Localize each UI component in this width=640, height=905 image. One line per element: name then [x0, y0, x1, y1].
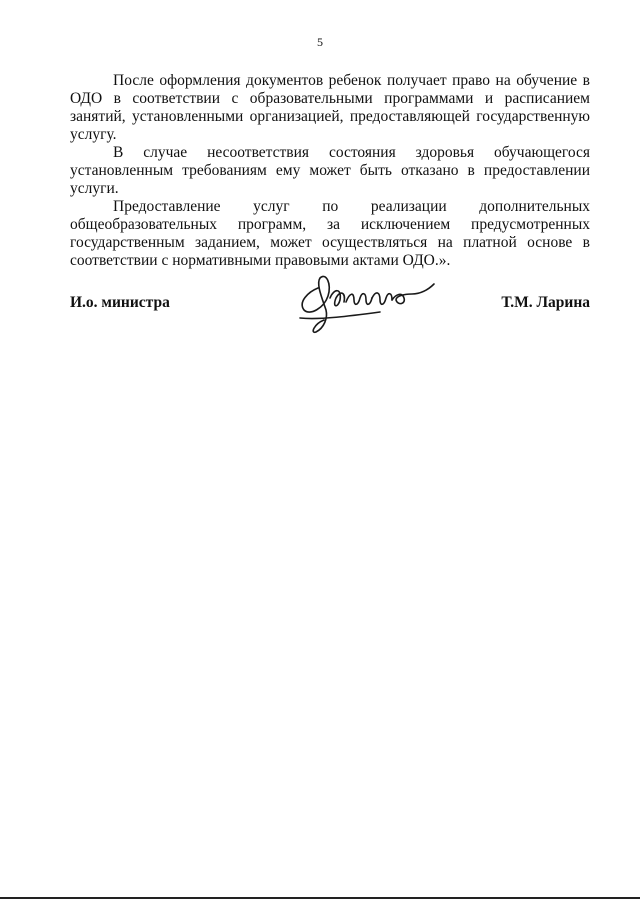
handwritten-signature — [280, 258, 440, 338]
bottom-rule — [0, 897, 640, 899]
paragraph-health-refusal: В случае несоответствия состояния здоровья обучающегося установленным требованиям ему может быть отказано в предоставлении услуги. — [70, 144, 590, 197]
document-body — [70, 72, 590, 270]
paragraph-enrollment: После оформления документов ребенок получает право на обучение в ОДО в соответствии с образовательными программами и расписанием занятий, установленными организацией, предоставляющей государственную услугу. — [70, 72, 590, 143]
paragraph-paid-services: Предоставление услуг по реализации дополнительных общеобразовательных программ, за исключением предусмотренных государственным заданием, может осуществляться на платной основе в соответствии с нормативными правовыми актами ОДО.». — [70, 198, 590, 269]
page-number: 5 — [317, 35, 323, 49]
signatory-name: Т.М. Ларина — [501, 294, 590, 311]
signature-strokes — [300, 276, 434, 332]
signatory-position: И.о. министра — [70, 294, 170, 311]
signature-block — [70, 280, 590, 340]
